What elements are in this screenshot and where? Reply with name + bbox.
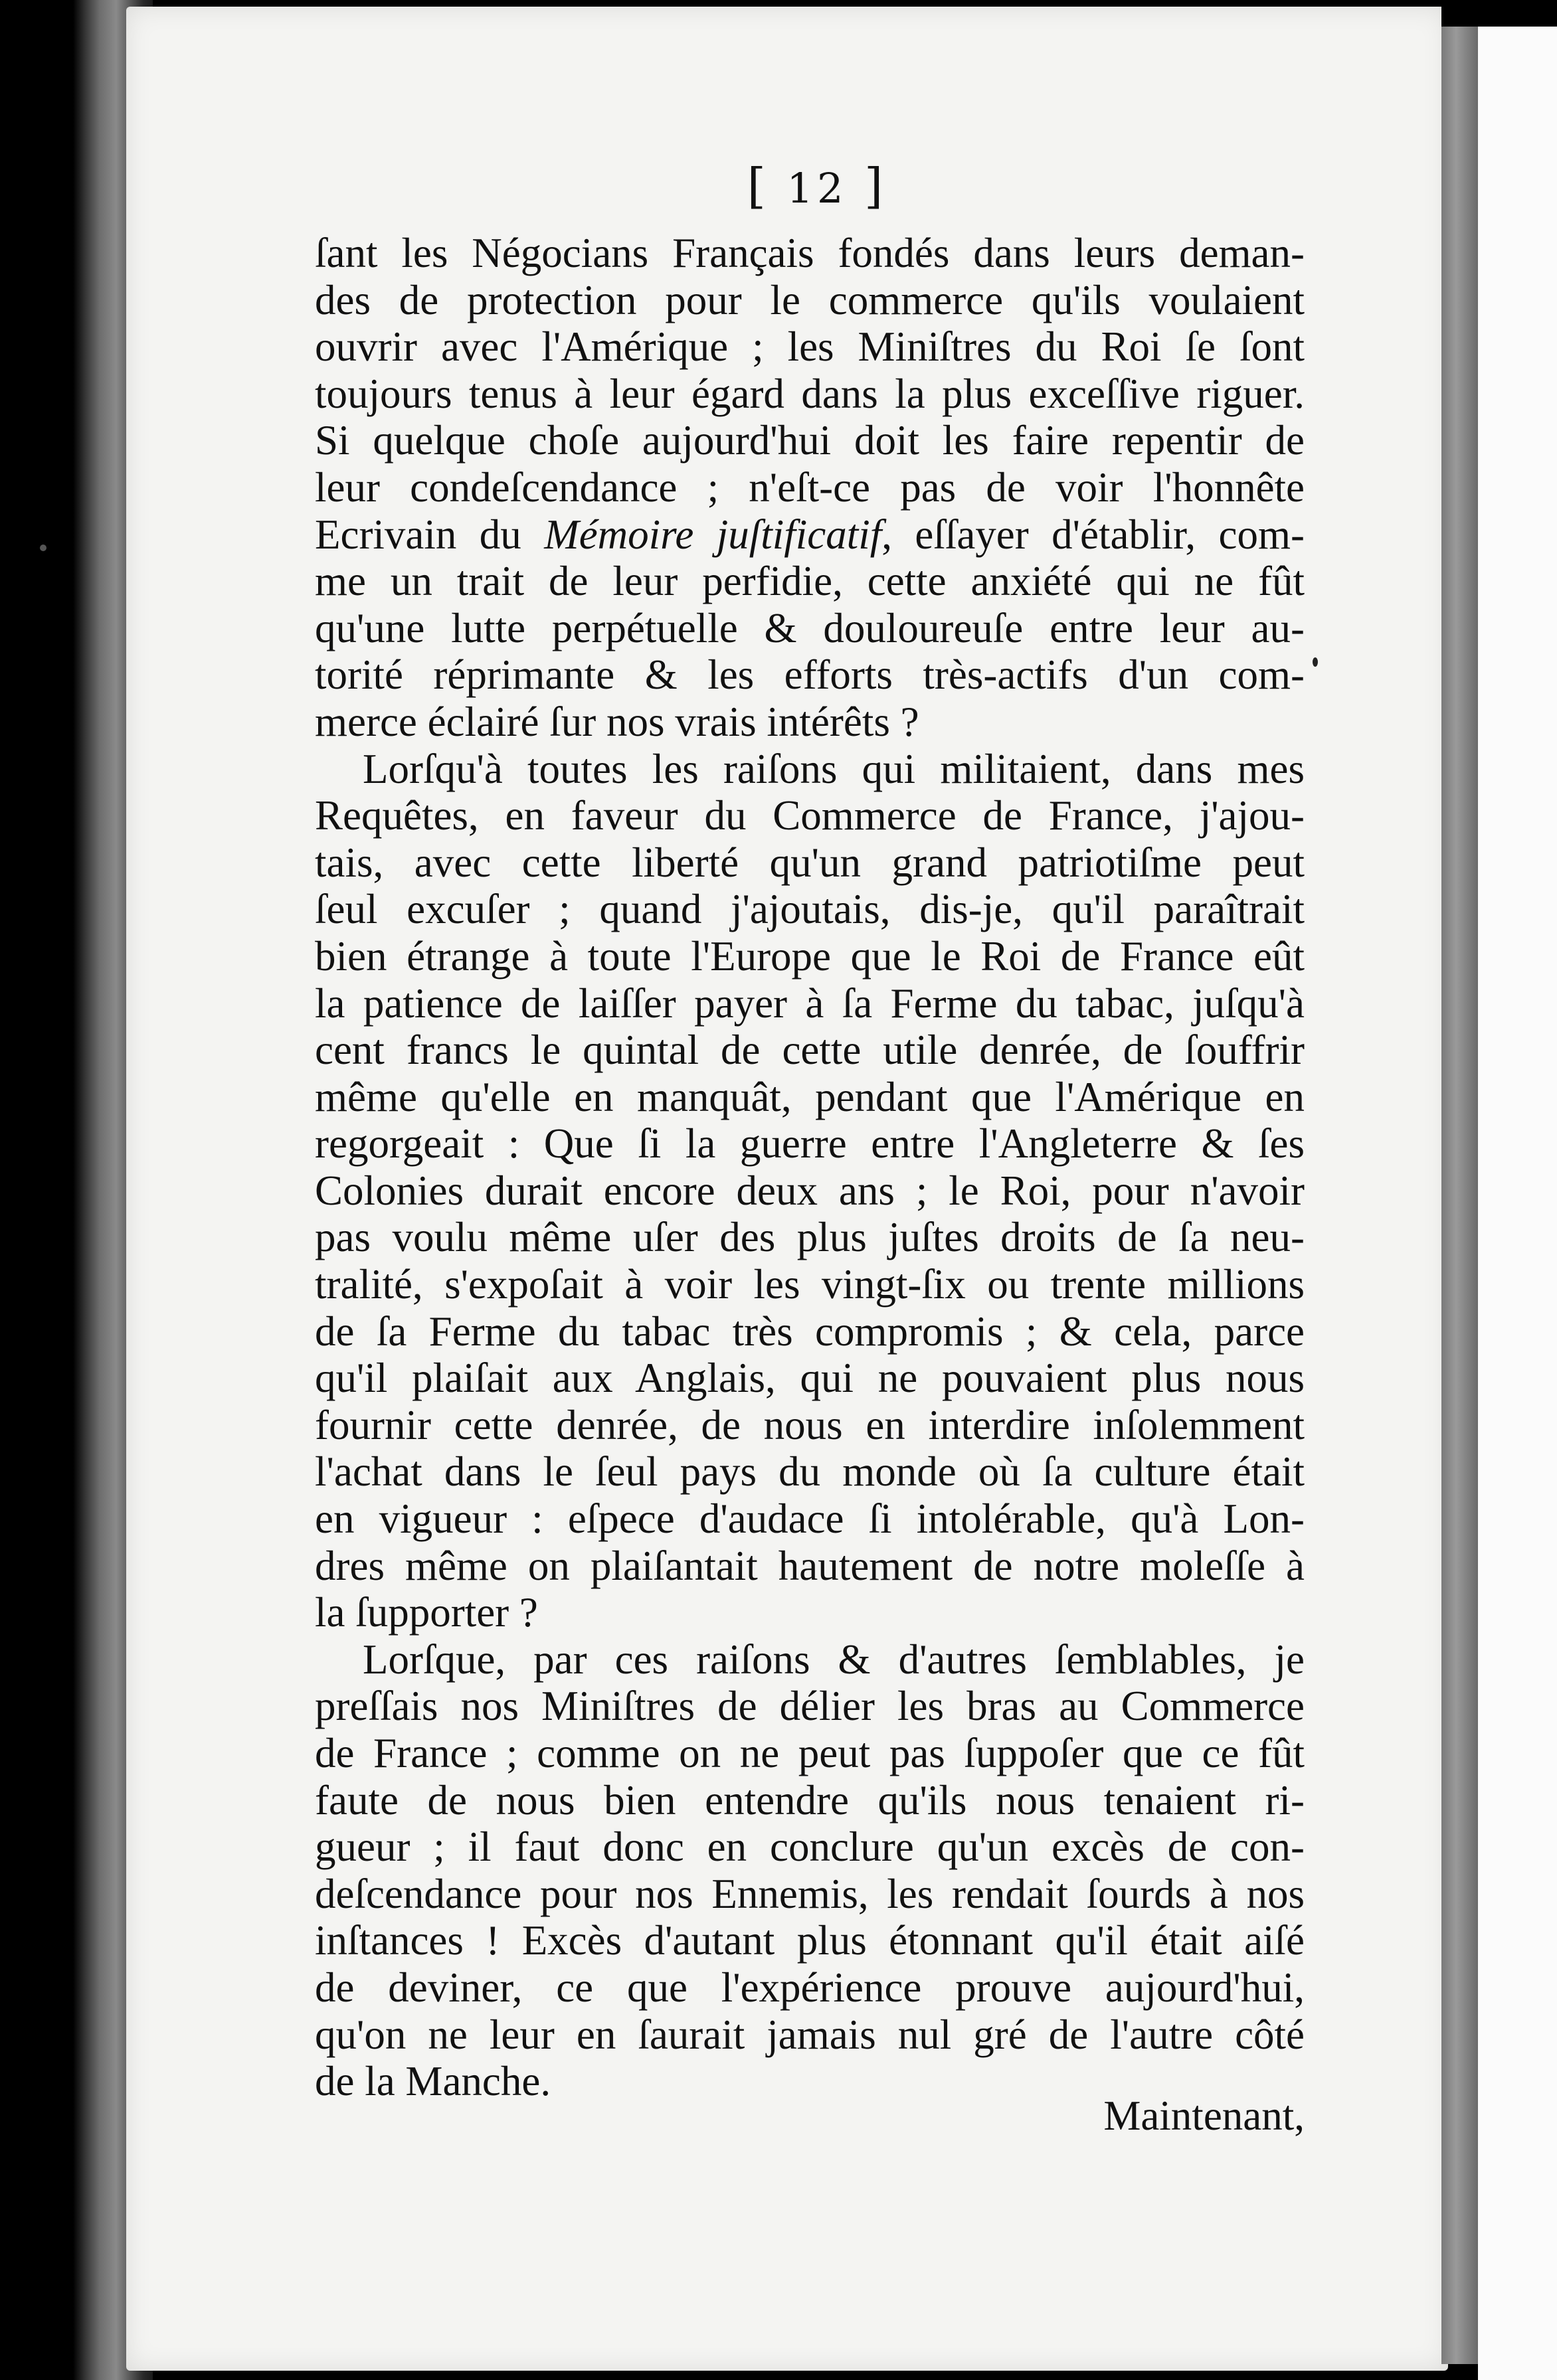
text-line: faute de nous bien entendre qu'ils nous tenaient ri- [315, 1776, 1305, 1824]
text-line: qu'on ne leur en ſaurait jamais nul gré de l'autre côté [315, 2011, 1305, 2058]
text-line: qu'il plaiſait aux Anglais, qui ne pouvaient plus nous [315, 1355, 1305, 1402]
text-line: même qu'elle en manquât, pendant que l'Amérique en [315, 1073, 1305, 1120]
text-line: de deviner, ce que l'expérience prouve aujourd'hui, [315, 1964, 1305, 2011]
text-line: la ſupporter ? [315, 1589, 538, 1636]
text-line: preſſais nos Miniſtres de délier les bras au Commerce [315, 1683, 1305, 1730]
text-line: tralité, s'expoſait à voir les vingt-ſix ou trente millions [315, 1261, 1305, 1308]
text-line: gueur ; il faut donc en conclure qu'un excès de con- [315, 1824, 1305, 1871]
text-segment: Ecrivain du [315, 511, 545, 558]
text-line: en vigueur : eſpece d'audace ſi intolérable, qu'à Lon- [315, 1495, 1305, 1543]
body-text [315, 230, 1305, 2105]
text-line [315, 511, 1305, 558]
text-segment: , eſſayer d'établir, com- [881, 511, 1305, 558]
text-line: qu'une lutte perpétuelle & douloureuſe entre leur au- [315, 604, 1305, 651]
text-line: des de protection pour le commerce qu'ils voulaient [315, 276, 1305, 323]
text-line: dres même on plaiſantait hautement de notre moleſſe à [315, 1542, 1305, 1589]
ink-speck [40, 545, 46, 551]
text-line: leur condeſcendance ; n'eſt-ce pas de voir l'honnête [315, 464, 1305, 511]
text-line: fournir cette denrée, de nous en interdire inſolemment [315, 1401, 1305, 1448]
text-line: tais, avec cette liberté qu'un grand patriotiſme peut [315, 839, 1305, 886]
text-line: ſeul excuſer ; quand j'ajoutais, dis-je, qu'il paraîtrait [315, 886, 1305, 933]
text-line: bien étrange à toute l'Europe que le Roi de France eût [315, 932, 1305, 979]
text-line: torité réprimante & les efforts très-actifs d'un com- [315, 651, 1305, 699]
scan-background [1441, 0, 1557, 27]
text-line: cent francs le quintal de cette utile denrée, de ſouffrir [315, 1027, 1305, 1074]
text-line: la patience de laiſſer payer à ſa Ferme du tabac, juſqu'à [315, 979, 1305, 1027]
text-line: merce éclairé ſur nos vrais intérêts ? [315, 698, 919, 745]
page-number: 12 [786, 164, 848, 212]
text-line: de France ; comme on ne peut pas ſuppoſer que ce fût [315, 1730, 1305, 1776]
text-line: Lorſqu'à toutes les raiſons qui militaient, dans mes [363, 745, 1305, 792]
ink-speck [1313, 657, 1318, 667]
text-line: pas voulu même uſer des plus juſtes droits de ſa neu- [315, 1214, 1305, 1261]
text-line: me un trait de leur perfidie, cette anxiété qui ne fût [315, 558, 1305, 605]
page-number-right-bracket: ] [864, 158, 887, 214]
text-line: ſant les Négocians Français fondés dans leurs deman- [315, 230, 1305, 276]
catchword: Maintenant, [1103, 2092, 1305, 2139]
page-number-left-bracket: [ [747, 158, 770, 214]
italic-title: Mémoire juſtificatif [544, 511, 882, 558]
text-line: Requêtes, en faveur du Commerce de France, j'ajou- [315, 792, 1305, 839]
text-line: toujours tenus à leur égard dans la plus exceſſive riguer. [315, 370, 1305, 417]
text-line: Lorſque, par ces raiſons & d'autres ſemblables, je [363, 1636, 1305, 1683]
text-line: Si quelque choſe aujourd'hui doit les faire repentir de [315, 417, 1305, 464]
text-line: inſtances ! Excès d'autant plus étonnant qu'il était aiſé [315, 1917, 1305, 1964]
scan-margin [1478, 27, 1557, 2380]
text-line: ouvrir avec l'Amérique ; les Miniſtres du Roi ſe ſont [315, 323, 1305, 371]
text-line: regorgeait : Que ſi la guerre entre l'Angleterre & ſes [315, 1120, 1305, 1167]
text-line: deſcendance pour nos Ennemis, les rendait ſourds à nos [315, 1870, 1305, 1917]
text-line: l'achat dans le ſeul pays du monde où ſa culture était [315, 1448, 1305, 1495]
text-line: Colonies durait encore deux ans ; le Roi, pour n'avoir [315, 1167, 1305, 1214]
page-number-header [717, 158, 917, 214]
text-line: de la Manche. [315, 2058, 551, 2105]
text-line: de ſa Ferme du tabac très compromis ; & cela, parce [315, 1308, 1305, 1355]
facing-page-edge [1441, 27, 1478, 2364]
